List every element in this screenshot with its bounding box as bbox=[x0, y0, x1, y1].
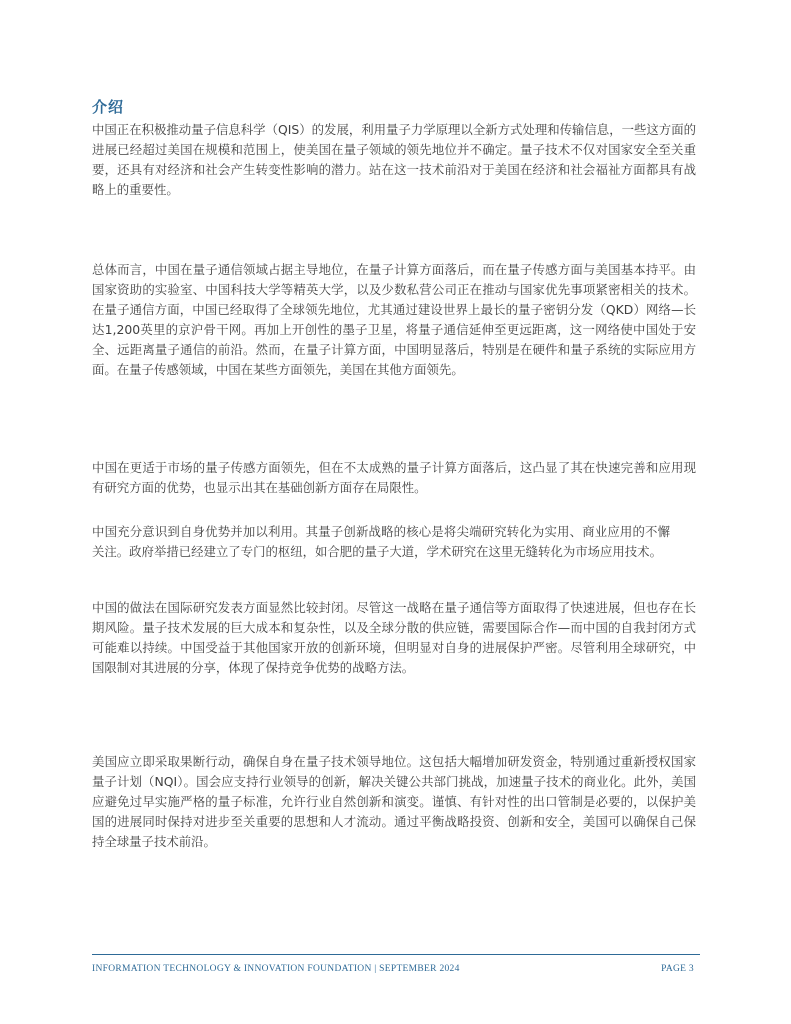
footer-page-number: PAGE 3 bbox=[661, 964, 694, 974]
paragraph-closed-approach: 中国的做法在国际研究发表方面显然比较封闭。尽管这一战略在量子通信等方面取得了快速进展，但也存在长期风险。量子技术发展的巨大成本和复杂性，以及全球分散的供应链，需要国际合作—而中国的自我封闭方式可能难以持续。中国受益于其他国家开放的创新环境，但明显对自身的进展保护严密。尽管利用全球研究，中国限制对其进展的分享，体现了保持竞争优势的战略方法。 bbox=[92, 600, 696, 675]
paragraph-overview: 总体而言，中国在量子通信领域占据主导地位，在量子计算方面落后，而在量子传感方面与美国基本持平。由国家资助的实验室、中国科技大学等精英大学，以及少数私营公司正在推动与国家优先事项紧密相关的技术。在量子通信方面，中国已经取得了全球领先地位，尤其通过建设世界上最长的量子密钥分发（QKD）网络—长达1,200英里的京沪骨干网。再加上开创性的墨子卫星，将量子通信延伸至更远距离，这一网络使中国处于安全、远距离量子通信的前沿。然而，在量子计算方面，中国明显落后，特别是在硬件和量子系统的实际应用方面。在量子传感领域，中国在某些方面领先，美国在其他方面领先。 bbox=[92, 262, 696, 377]
footer-divider bbox=[92, 954, 700, 955]
paragraph-strategy: 中国充分意识到自身优势并加以利用。其量子创新战略的核心是将尖端研究转化为实用、商业应用的不懈关注。政府举措已经建立了专门的枢纽，如合肥的量子大道，学术研究在这里无缝转化为市场应用技术。 bbox=[92, 524, 670, 559]
paragraph-recommendations: 美国应立即采取果断行动，确保自身在量子技术领导地位。这包括大幅增加研发资金，特别通过重新授权国家量子计划（NQI）。国会应支持行业领导的创新，解决关键公共部门挑战，加速量子技术的商业化。此外，美国应避免过早实施严格的量子标准，允许行业自然创新和演变。谨慎、有针对性的出口管制是必要的，以保护美国的进展同时保持对进步至关重要的思想和人才流动。通过平衡战略投资、创新和安全，美国可以确保自己保持全球量子技术前沿。 bbox=[92, 754, 696, 849]
paragraph-intro: 中国正在积极推动量子信息科学（QIS）的发展，利用量子力学原理以全新方式处理和传输信息，一些这方面的进展已经超过美国在规模和范围上，使美国在量子领域的领先地位并不确定。量子技术不仅对国家安全至关重要，还具有对经济和社会产生转变性影响的潜力。站在这一技术前沿对于美国在经济和社会福祉方面都具有战略上的重要性。 bbox=[92, 122, 696, 197]
section-heading: 介绍 bbox=[92, 98, 125, 116]
paragraph-sensing: 中国在更适于市场的量子传感方面领先，但在不太成熟的量子计算方面落后，这凸显了其在快速完善和应用现有研究方面的优势，也显示出其在基础创新方面存在局限性。 bbox=[92, 460, 696, 495]
footer-publisher: INFORMATION TECHNOLOGY & INNOVATION FOUNDATION | SEPTEMBER 2024 bbox=[92, 964, 460, 974]
